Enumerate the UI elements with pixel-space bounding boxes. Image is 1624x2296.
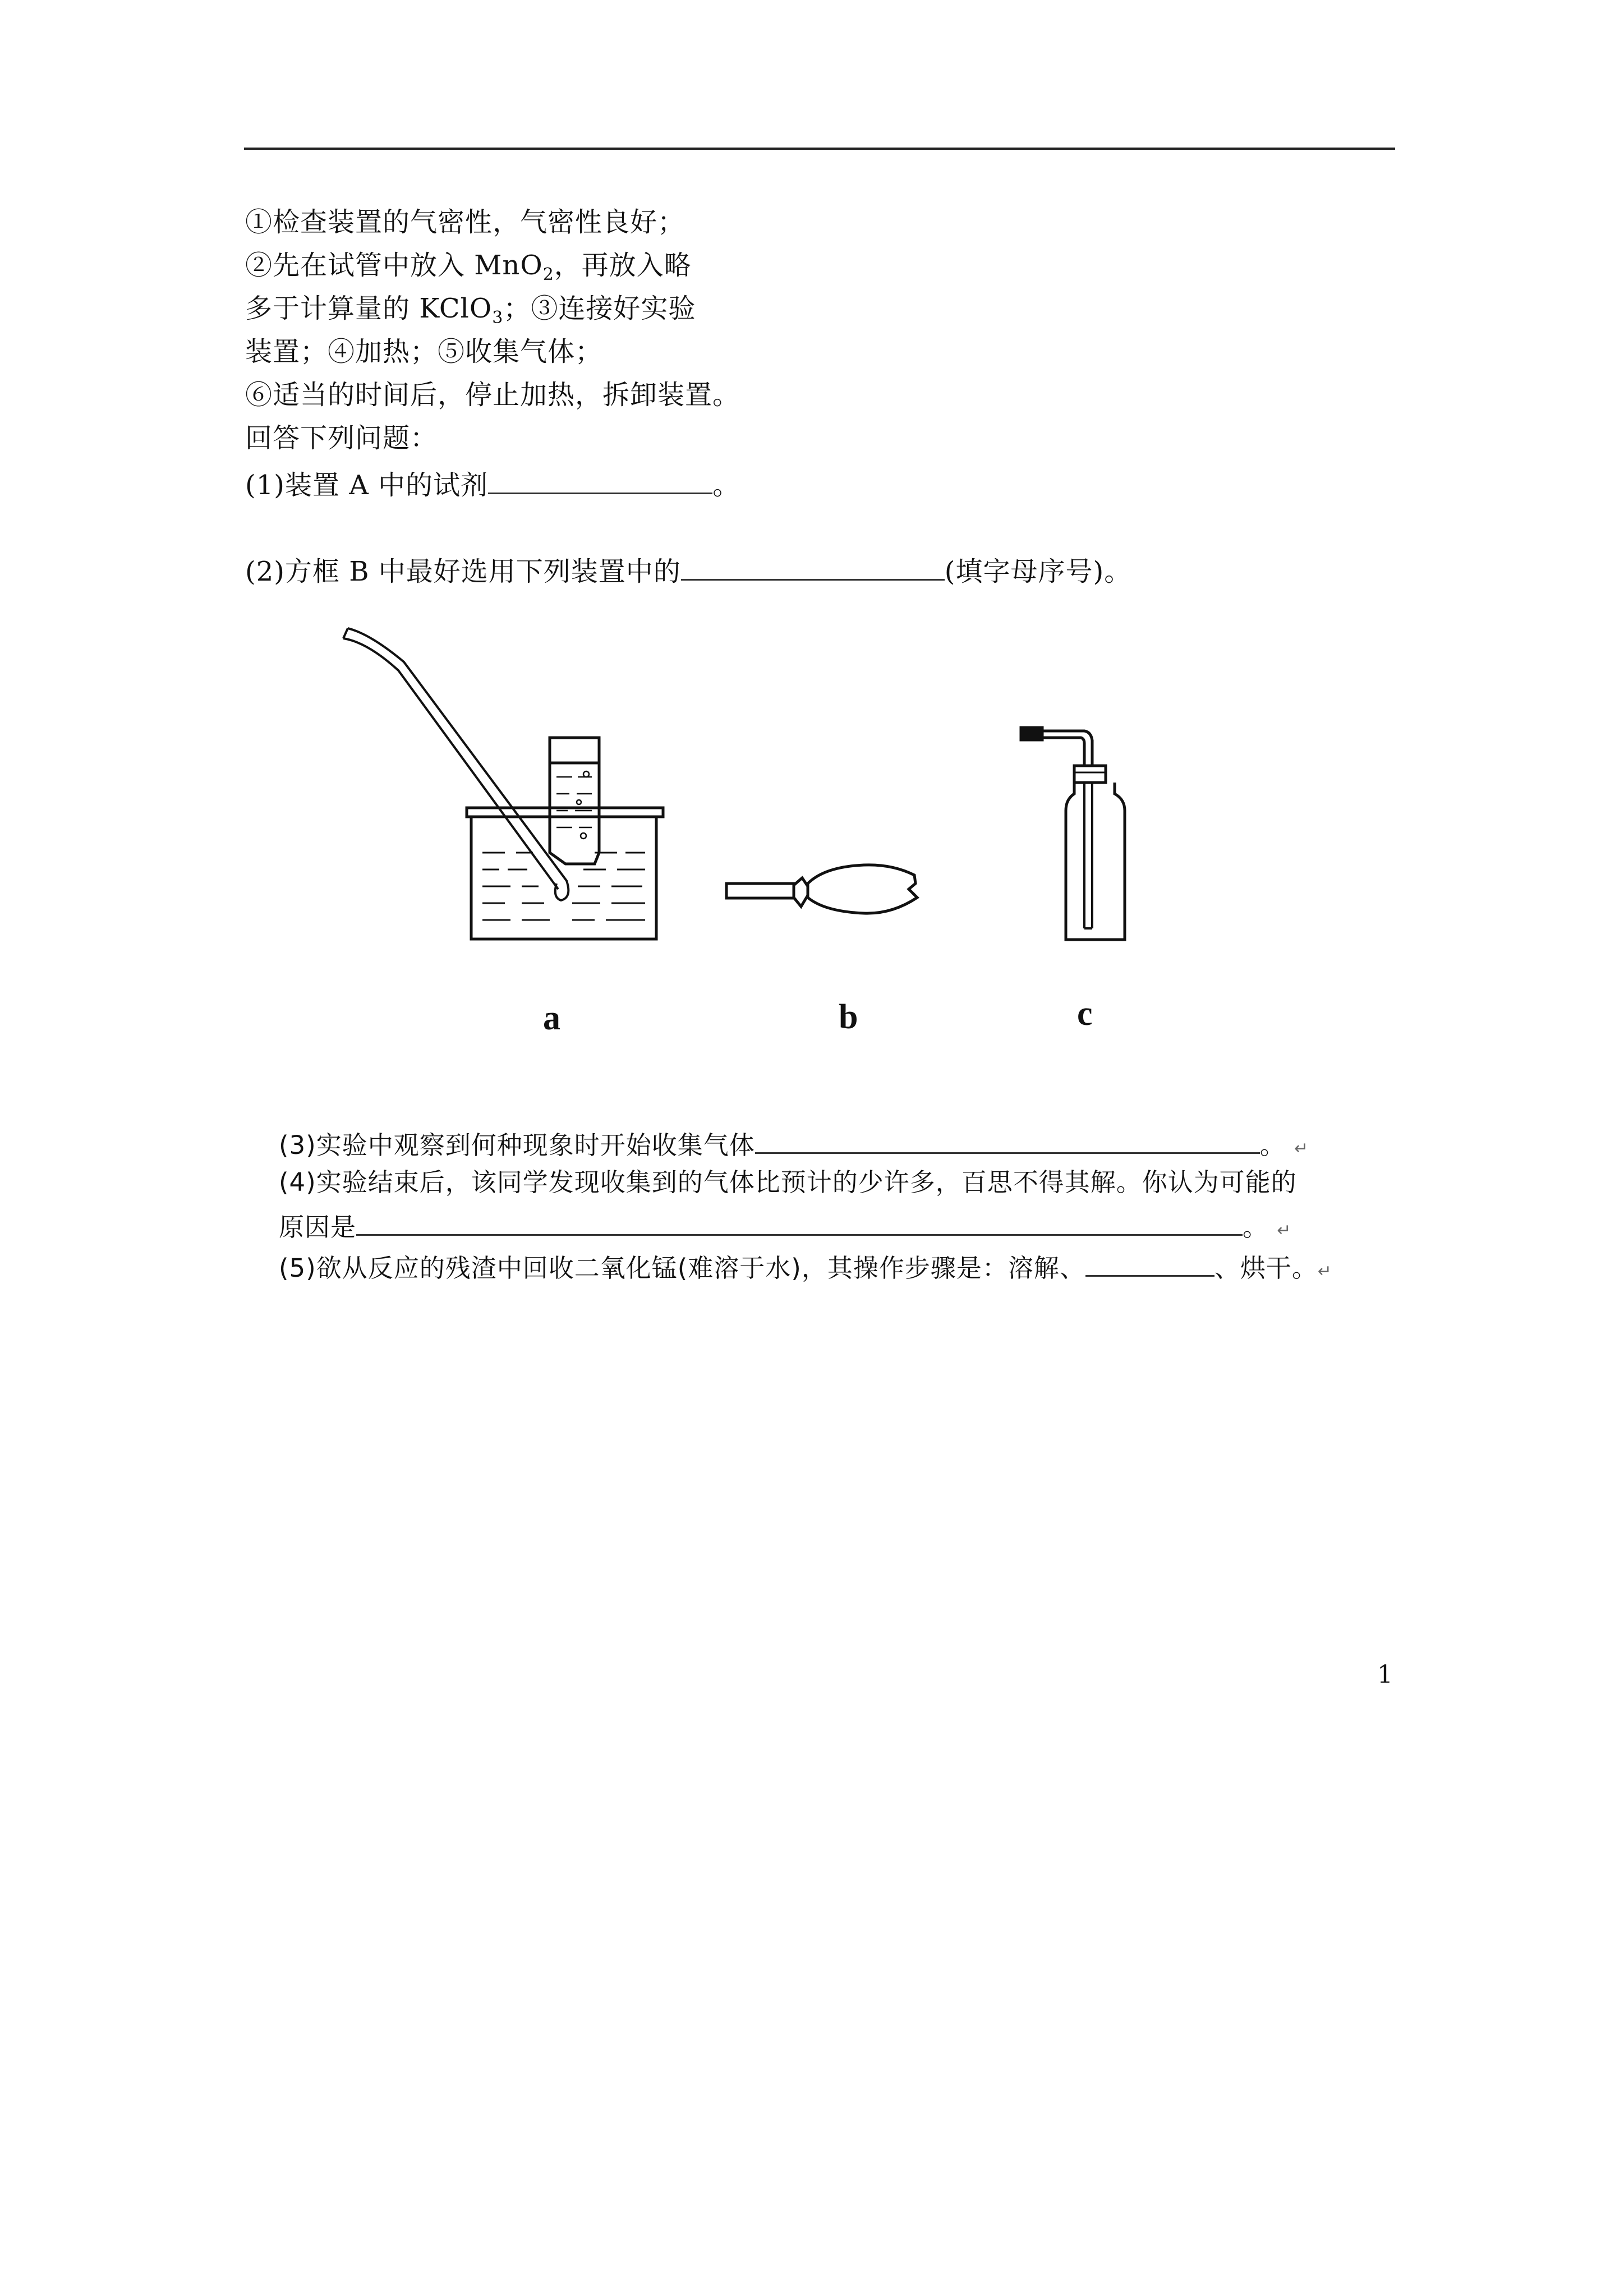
question-4-continued: 原因是 。 ↵ [279, 1211, 1291, 1243]
step-line-3: 多于计算量的 KClO$_3$；③连接好实验 [245, 293, 696, 328]
step-line-6: 回答下列问题： [245, 422, 438, 454]
figure-label-c: c [1077, 995, 1093, 1033]
answer-blank-1[interactable] [488, 469, 712, 494]
answer-blank-3[interactable] [755, 1129, 1260, 1154]
question-4: (4)实验结束后，该同学发现收集到的气体比预计的少许多，百思不得其解。你认为可能的 [279, 1167, 1297, 1197]
answer-blank-4[interactable] [356, 1211, 1243, 1236]
question-5: (5)欲从反应的残渣中回收二氧化锰(难溶于水)，其操作步骤是：溶解、 、烘干。↵ [279, 1251, 1332, 1284]
question-3: (3)实验中观察到何种现象时开始收集气体 。 ↵ [279, 1129, 1309, 1161]
apparatus-b-drawing [724, 853, 937, 931]
answer-blank-5[interactable] [1085, 1251, 1214, 1277]
step-line-2: ②先在试管中放入 MnO$_2$，再放入略 [245, 250, 692, 284]
figure-label-b: b [839, 998, 858, 1036]
figure-label-a: a [543, 999, 560, 1037]
answer-blank-2[interactable] [681, 555, 945, 581]
question-2: (2)方框 B 中最好选用下列装置中的 (填字母序号)。 [245, 556, 1132, 587]
header-rule [244, 148, 1395, 150]
apparatus-a-drawing [337, 617, 673, 965]
page-number: 1 [1377, 1660, 1393, 1689]
step-line-4: 装置；④加热；⑤收集气体； [245, 336, 603, 367]
step-line-1: ①检查装置的气密性，气密性良好； [245, 206, 686, 238]
apparatus-c-drawing [1018, 721, 1153, 945]
question-1: (1)装置 A 中的试剂 。 [245, 470, 740, 501]
step-line-5: ⑥适当的时间后，停止加热，拆卸装置。 [245, 379, 740, 411]
